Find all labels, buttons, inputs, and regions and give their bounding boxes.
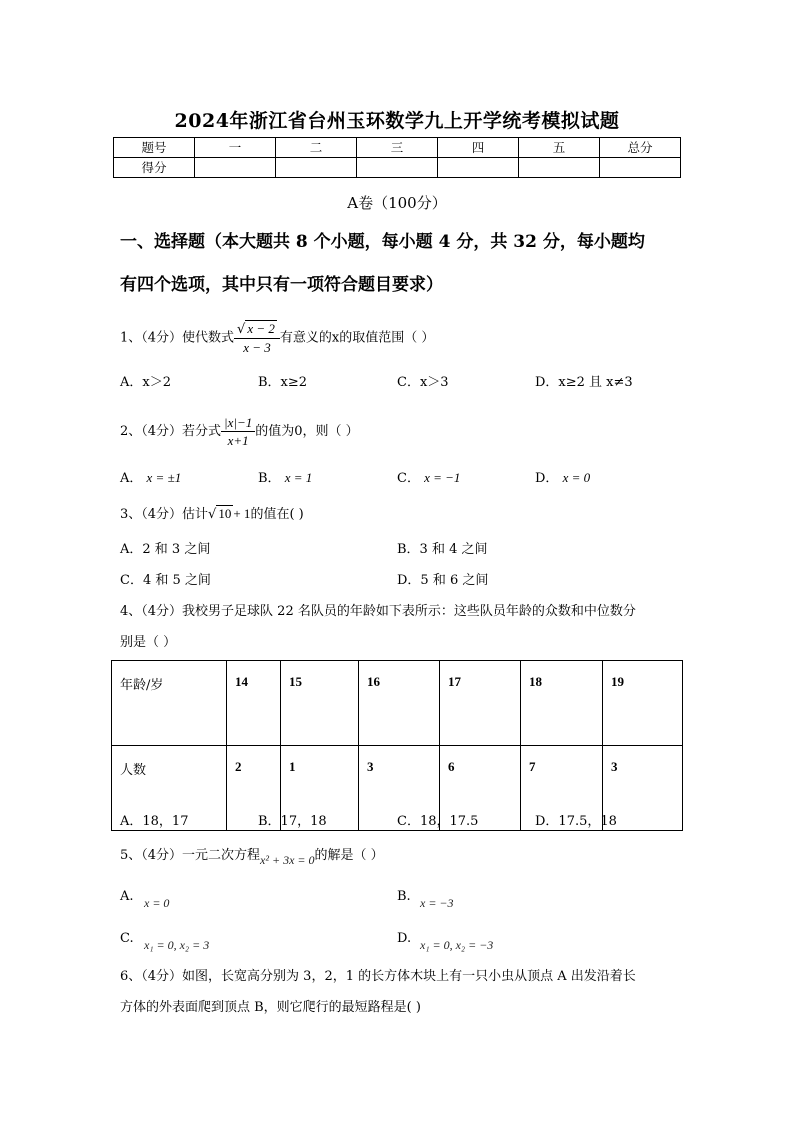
score-cell[interactable] — [438, 158, 519, 178]
q5-suffix: 的解是（ ） — [314, 848, 384, 863]
q2-option-b[interactable]: B． x = 1 — [258, 470, 313, 486]
score-cell[interactable] — [357, 158, 438, 178]
age-table-cell: 16 — [359, 661, 440, 746]
score-table-score-row — [114, 158, 681, 178]
q5-option-a-value: x = 0 — [144, 896, 170, 910]
score-cell[interactable] — [519, 158, 600, 178]
q1-fraction: $\frac{√ x - 2}{x - 3}$ — [234, 320, 280, 356]
q1-option-d[interactable]: D．x≥2 且 x≠3 — [535, 375, 633, 390]
q5-equation: x² + 3x = 0 — [260, 853, 315, 867]
q2-option-a[interactable]: A． x = ±1 — [120, 470, 182, 486]
q3-expression: √ 10 + 1 — [208, 506, 251, 522]
q3-suffix: 的值在( ) — [250, 507, 304, 522]
q2-option-c[interactable]: C． x = −1 — [397, 470, 461, 486]
q4-option-c[interactable]: C．18，17.5 — [397, 814, 479, 829]
score-header-cell: 四 — [438, 138, 519, 158]
q3-option-b[interactable]: B．3 和 4 之间 — [397, 542, 488, 557]
q1-option-a[interactable]: A．x＞2 — [120, 375, 171, 390]
score-header-cell: 五 — [519, 138, 600, 158]
q5-option-d[interactable]: D. — [397, 931, 412, 946]
question-6-line1: 6、（4分）如图，长宽高分别为 3，2，1 的长方体木块上有一只小虫从顶点 A 出发沿着长 — [120, 969, 636, 984]
score-table-header-row — [114, 138, 681, 158]
q1-numerator: x − 2 — [247, 321, 275, 336]
score-table — [113, 137, 681, 178]
question-4-line1: 4、（4分）我校男子足球队 22 名队员的年龄如下表所示：这些队员年龄的众数和中位数分 — [120, 604, 636, 619]
count-table-label: 人数 — [112, 746, 227, 831]
q5-option-b[interactable]: B. — [397, 889, 411, 904]
score-header-cell: 题号 — [114, 138, 195, 158]
age-table-cell: 19 — [603, 661, 683, 746]
count-table-cell: 2 — [227, 746, 281, 831]
score-header-cell: 一 — [195, 138, 276, 158]
count-table-cell: 3 — [359, 746, 440, 831]
score-cell[interactable] — [600, 158, 681, 178]
q1-prefix: 1、（4分）使代数式 — [120, 330, 235, 346]
age-table — [111, 660, 683, 831]
score-header-cell: 三 — [357, 138, 438, 158]
question-6-line2: 方体的外表面爬到顶点 B，则它爬行的最短路程是( ) — [120, 1000, 421, 1015]
q5-prefix: 5、（4分）一元二次方程 — [120, 848, 261, 863]
q2-numerator: |x|−1 — [221, 414, 255, 432]
question-3 — [120, 504, 304, 525]
q1-suffix: 有意义的x的取值范围（ ） — [279, 330, 435, 346]
q2-fraction — [221, 414, 255, 449]
question-5 — [120, 845, 384, 866]
section-a-heading: A卷（100分） — [347, 194, 447, 212]
q5-option-d-value: x₁ = 0, x₂ = −3 — [420, 938, 494, 952]
q2-denominator: x+1 — [227, 433, 249, 448]
q2-option-d[interactable]: D． x = 0 — [535, 470, 591, 486]
age-table-cell: 15 — [281, 661, 359, 746]
exam-title: 2024年浙江省台州玉环数学九上开学统考模拟试题 — [174, 110, 620, 132]
q1-option-b[interactable]: B．x≥2 — [258, 375, 308, 390]
q3-option-c[interactable]: C．4 和 5 之间 — [120, 573, 211, 588]
age-table-cell: 17 — [440, 661, 521, 746]
count-table-cell: 6 — [440, 746, 521, 831]
score-header-cell: 总分 — [600, 138, 681, 158]
q3-option-a[interactable]: A．2 和 3 之间 — [120, 542, 211, 557]
age-table-cell: 18 — [521, 661, 603, 746]
q2-prefix: 2、（4分）若分式 — [120, 424, 222, 439]
q2-suffix: 的值为0，则（ ） — [255, 424, 359, 439]
question-1 — [120, 320, 434, 356]
score-cell[interactable] — [276, 158, 357, 178]
count-table-cell: 7 — [521, 746, 603, 831]
count-table-cell: 3 — [603, 746, 683, 831]
score-cell[interactable] — [195, 158, 276, 178]
age-table-row-ages — [112, 661, 683, 746]
q5-option-c[interactable]: C. — [120, 931, 134, 946]
q3-prefix: 3、（4分）估计 — [120, 507, 209, 522]
age-table-cell: 14 — [227, 661, 281, 746]
q3-option-d[interactable]: D．5 和 6 之间 — [397, 573, 489, 588]
question-2 — [120, 414, 359, 449]
age-table-label: 年龄/岁 — [112, 661, 227, 746]
q4-option-d[interactable]: D．17.5，18 — [535, 814, 617, 829]
q4-option-b[interactable]: B．17，18 — [258, 814, 327, 829]
count-table-cell: 1 — [281, 746, 359, 831]
q5-option-b-value: x = −3 — [420, 896, 454, 910]
q5-option-c-value: x₁ = 0, x₂ = 3 — [144, 938, 210, 952]
score-header-cell: 二 — [276, 138, 357, 158]
q1-option-c[interactable]: C．x＞3 — [397, 375, 449, 390]
q5-option-a[interactable]: A. — [120, 889, 134, 904]
q4-option-a[interactable]: A．18，17 — [120, 814, 189, 829]
q1-denominator: x − 3 — [243, 340, 271, 355]
part1-heading-line2: 有四个选项，其中只有一项符合题目要求） — [120, 275, 443, 295]
question-4-line2: 别是（ ） — [120, 635, 177, 650]
part1-heading-line1: 一、选择题（本大题共 8 个小题，每小题 4 分，共 32 分，每小题均 — [120, 232, 645, 252]
score-row-label: 得分 — [114, 158, 195, 178]
